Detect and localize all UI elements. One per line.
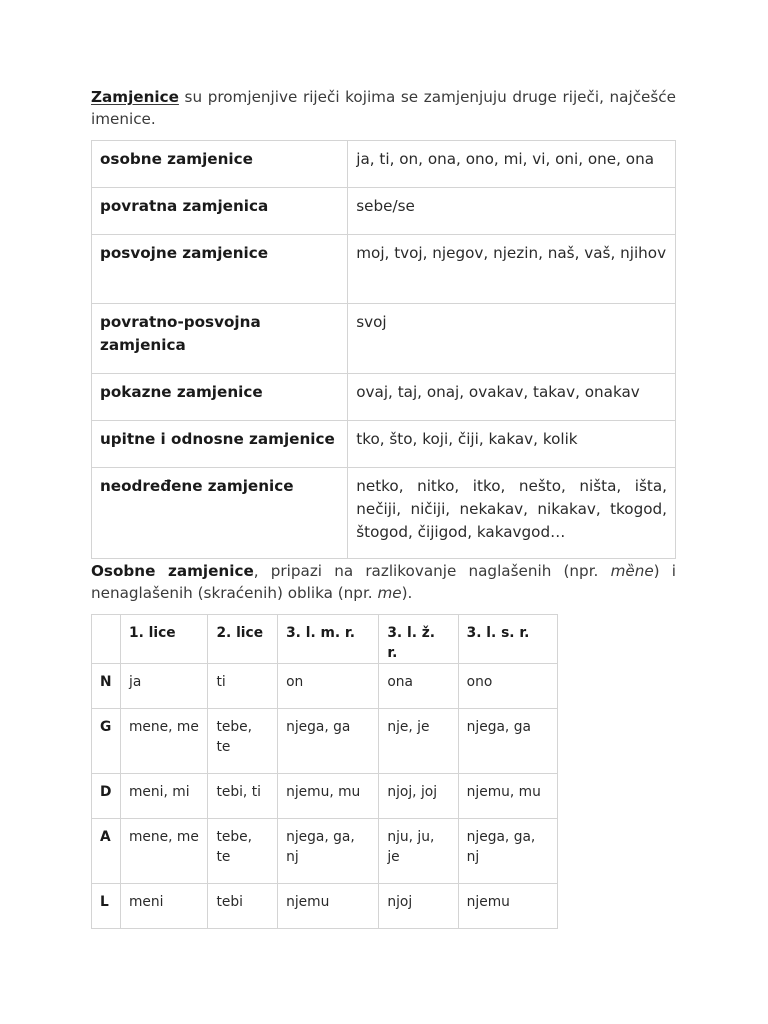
pronoun-type-examples: sebe/se — [348, 188, 676, 235]
pronoun-type-examples: moj, tvoj, njegov, njezin, naš, vaš, njihov — [348, 235, 676, 304]
table-cell: njega, ga — [278, 709, 379, 774]
pronoun-type-examples: ovaj, taj, onaj, ovakav, takav, onakav — [348, 374, 676, 421]
table-row — [92, 774, 558, 819]
pronoun-type-name: neodređene zamjenice — [92, 468, 348, 559]
case-label: N — [92, 664, 121, 709]
table-cell: tebi — [208, 884, 278, 929]
pronoun-type-name: povratno-posvojna zamjenica — [92, 304, 348, 374]
table-row — [92, 374, 676, 421]
intro-term: Zamjenice — [91, 88, 179, 106]
table-cell: njega, ga, nj — [458, 819, 557, 884]
osobne-text-2: ) i nenaglašenih (skraćenih) oblika (npr. — [91, 562, 676, 602]
table-cell: on — [278, 664, 379, 709]
osobne-text-1: , pripazi na razlikovanje naglašenih (npr. — [253, 562, 611, 580]
table-row — [92, 304, 676, 374]
pronoun-type-examples: netko, nitko, itko, nešto, ništa, išta, nečiji, ničiji, nekakav, nikakav, tkogod, štogod, čijigod, kakavgod… — [348, 468, 676, 559]
pronoun-type-examples: ja, ti, on, ona, ono, mi, vi, oni, one, ona — [348, 141, 676, 188]
pronoun-type-examples: svoj — [348, 304, 676, 374]
case-label: A — [92, 819, 121, 884]
table-cell: ono — [458, 664, 557, 709]
table-cell: njemu — [278, 884, 379, 929]
table-cell: ja — [120, 664, 207, 709]
osobne-term: Osobne zamjenice — [91, 562, 254, 580]
table-row — [92, 235, 676, 304]
pronoun-type-name: posvojne zamjenice — [92, 235, 348, 304]
pronoun-type-name: osobne zamjenice — [92, 141, 348, 188]
declension-table — [91, 614, 558, 929]
column-header: 3. l. m. r. — [278, 615, 379, 664]
table-cell: njoj, joj — [379, 774, 458, 819]
table-cell: tebi, ti — [208, 774, 278, 819]
table-cell: meni — [120, 884, 207, 929]
case-label: D — [92, 774, 121, 819]
table-row — [92, 468, 676, 559]
table-row — [92, 664, 558, 709]
table-cell: tebe, te — [208, 819, 278, 884]
column-header: 1. lice — [120, 615, 207, 664]
table-cell: ona — [379, 664, 458, 709]
pronoun-type-examples: tko, što, koji, čiji, kakav, kolik — [348, 421, 676, 468]
pronoun-type-name: pokazne zamjenice — [92, 374, 348, 421]
table-cell: mene, me — [120, 819, 207, 884]
table-cell: nje, je — [379, 709, 458, 774]
table-cell: nju, ju, je — [379, 819, 458, 884]
column-header — [92, 615, 121, 664]
table-cell: ti — [208, 664, 278, 709]
osobne-example-2: me — [377, 584, 402, 602]
case-label: L — [92, 884, 121, 929]
column-header: 3. l. s. r. — [458, 615, 557, 664]
column-header: 3. l. ž. r. — [379, 615, 458, 664]
table-cell: njemu — [458, 884, 557, 929]
table-row — [92, 421, 676, 468]
osobne-paragraph — [91, 560, 676, 604]
intro-paragraph — [91, 86, 676, 130]
table-cell: njoj — [379, 884, 458, 929]
column-header: 2. lice — [208, 615, 278, 664]
pronoun-type-name: upitne i odnosne zamjenice — [92, 421, 348, 468]
table-cell: tebe, te — [208, 709, 278, 774]
pronoun-type-name: povratna zamjenica — [92, 188, 348, 235]
table-cell: njemu, mu — [458, 774, 557, 819]
table-row — [92, 884, 558, 929]
table-row — [92, 819, 558, 884]
table-row — [92, 188, 676, 235]
table-cell: mene, me — [120, 709, 207, 774]
table-header-row — [92, 615, 558, 664]
intro-text: su promjenjive riječi kojima se zamjenjuju druge riječi, najčešće imenice. — [91, 88, 676, 128]
table-row — [92, 709, 558, 774]
pronoun-types-table — [91, 140, 676, 559]
table-cell: njega, ga, nj — [278, 819, 379, 884]
table-row — [92, 141, 676, 188]
table-cell: meni, mi — [120, 774, 207, 819]
case-label: G — [92, 709, 121, 774]
osobne-text-3: ). — [401, 584, 413, 602]
osobne-example-1: mȅne — [610, 562, 654, 580]
table-cell: njemu, mu — [278, 774, 379, 819]
table-cell: njega, ga — [458, 709, 557, 774]
